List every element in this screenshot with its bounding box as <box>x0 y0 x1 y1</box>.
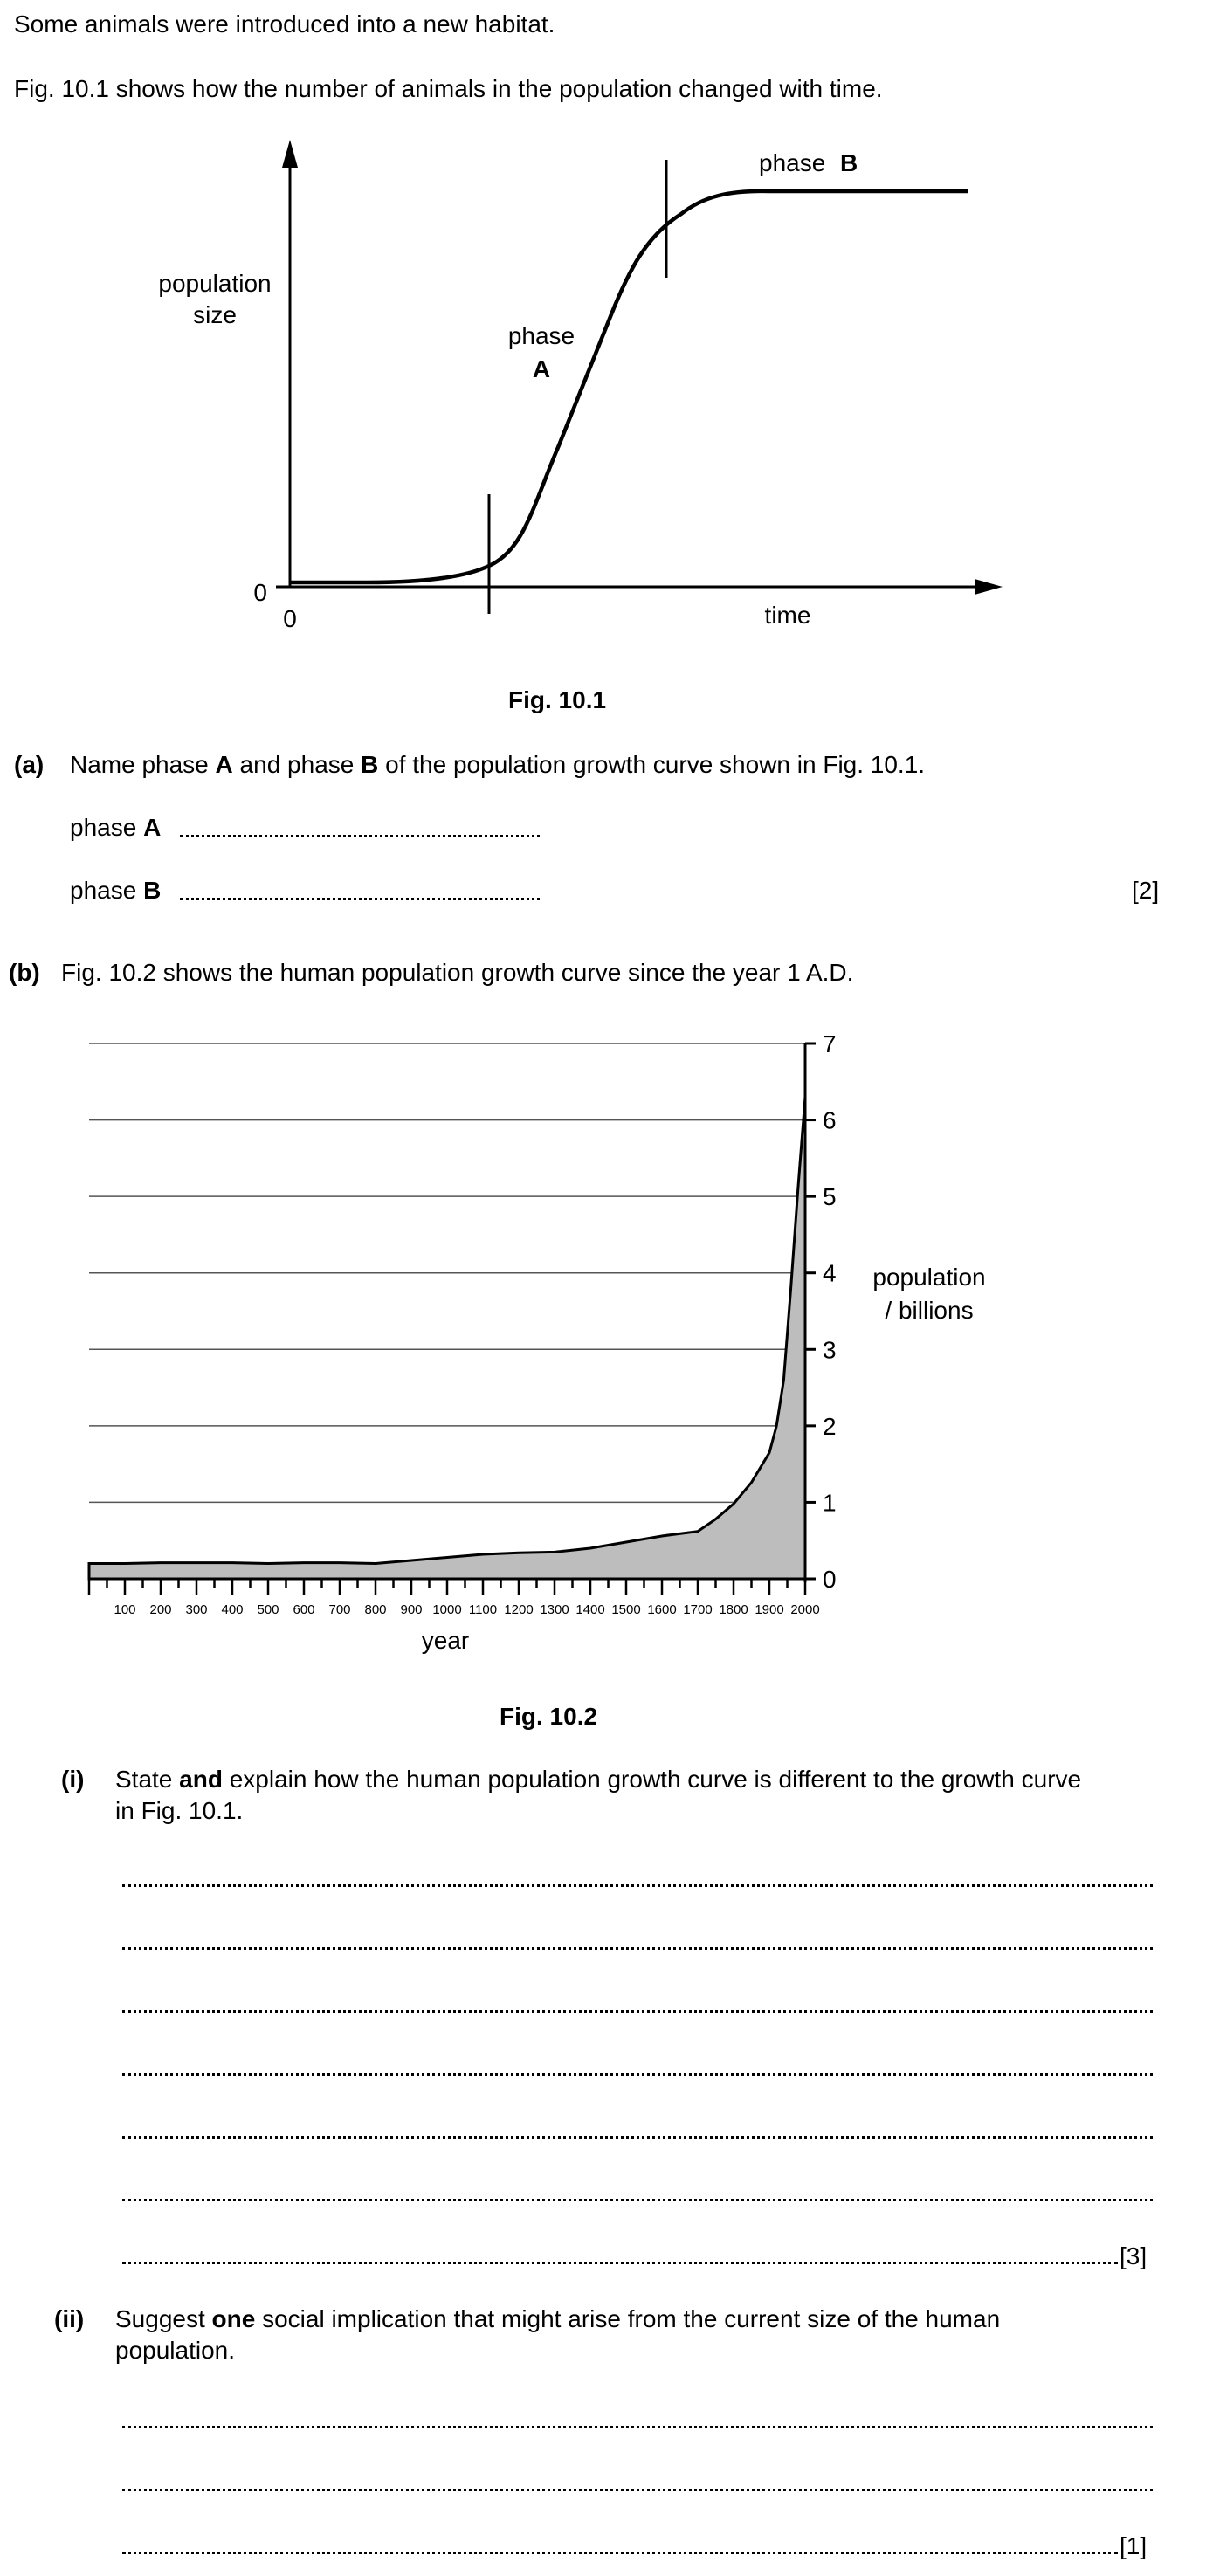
fig2-x-tick-label: 1300 <box>540 1602 569 1617</box>
answer-line[interactable] <box>122 2262 1118 2264</box>
fig2-x-tick-label: 300 <box>185 1602 208 1617</box>
fig2-x-tick-label: 700 <box>328 1602 351 1617</box>
phase-a-answer-label: phase A <box>70 814 162 841</box>
fig1-phaseB-word: phase <box>759 149 826 176</box>
fig1-ylabel-line1: population <box>158 270 272 297</box>
part-b-i-question-line2: in Fig. 10.1. <box>115 1797 244 1824</box>
fig1-x-arrow <box>975 579 1003 595</box>
fig2-x-tick-label: 900 <box>400 1602 423 1617</box>
intro-text: Some animals were introduced into a new habitat. <box>14 10 555 38</box>
fig2-population-area <box>89 1097 805 1579</box>
fig1-x-origin: 0 <box>283 605 297 632</box>
fig2-x-tick-label: 1900 <box>755 1602 784 1617</box>
fig2-x-tick-label: 800 <box>364 1602 387 1617</box>
fig2-gridlines <box>89 1043 805 1502</box>
fig1-phaseA-word: phase <box>507 322 575 349</box>
answer-line[interactable] <box>122 2199 1153 2201</box>
part-a-marker: (a) <box>14 751 45 778</box>
fig2-caption: Fig. 10.2 <box>500 1703 598 1730</box>
fig2-x-tick-label: 1000 <box>432 1602 462 1617</box>
fig1-y-origin: 0 <box>253 579 267 606</box>
fig2-chart <box>0 1013 1206 1677</box>
fig2-y-tick-label: 6 <box>823 1106 837 1134</box>
fig2-x-tick-label: 1800 <box>719 1602 748 1617</box>
answer-line[interactable] <box>122 1884 1153 1887</box>
fig2-x-tick-label: 2000 <box>790 1602 820 1617</box>
fig2-y-ticks <box>805 1030 837 1593</box>
fig1-caption: Fig. 10.1 <box>508 686 607 713</box>
fig1-graph <box>0 0 1206 664</box>
fig2-x-tick-label: 200 <box>149 1602 172 1617</box>
fig2-x-tick-label: 100 <box>114 1602 136 1617</box>
part-b-ii-marks: [1] <box>1120 2532 1147 2559</box>
fig1-ylabel-line2: size <box>193 301 237 328</box>
answer-line[interactable] <box>122 2073 1153 2076</box>
fig1-phaseB-letter: B <box>840 149 858 176</box>
fig2-ylabel-line1: population <box>872 1264 986 1291</box>
fig2-y-tick-label: 5 <box>823 1183 837 1211</box>
fig2-y-tick-label: 4 <box>823 1259 837 1287</box>
answer-line[interactable] <box>122 2426 1153 2428</box>
fig2-ylabel-line2: / billions <box>885 1297 974 1324</box>
fig2-y-tick-label: 7 <box>823 1030 837 1057</box>
fig2-x-tick-label: 600 <box>293 1602 315 1617</box>
answer-line[interactable] <box>122 2136 1153 2139</box>
fig2-y-tick-label: 0 <box>823 1566 837 1593</box>
part-b-ii-marker: (ii) <box>54 2305 85 2332</box>
fig2-x-tick-label: 1400 <box>575 1602 605 1617</box>
part-b-i-marker: (i) <box>61 1766 85 1793</box>
fig2-x-tick-label: 500 <box>257 1602 279 1617</box>
answer-line[interactable] <box>122 1947 1153 1950</box>
fig2-x-tick-label: 1500 <box>611 1602 641 1617</box>
fig2-xlabel: year <box>421 1627 470 1654</box>
part-b-text: Fig. 10.2 shows the human population growth curve since the year 1 A.D. <box>61 959 854 986</box>
answer-line[interactable] <box>122 2489 1153 2491</box>
fig2-x-tick-label: 1600 <box>647 1602 677 1617</box>
part-b-i-question-line1: State and explain how the human population growth curve is different to the growth curve <box>115 1766 1082 1793</box>
part-b-marker: (b) <box>9 959 40 986</box>
part-b-ii-question-line2: population. <box>115 2337 236 2364</box>
fig2-x-tick-label: 400 <box>221 1602 244 1617</box>
phase-b-answer-label: phase B <box>70 877 162 904</box>
part-b-ii-question-line1: Suggest one social implication that might arise from the current size of the human <box>115 2305 1001 2332</box>
fig2-x-tick-label: 1200 <box>504 1602 534 1617</box>
fig1-intro-text: Fig. 10.1 shows how the number of animals in the population changed with time. <box>14 75 883 102</box>
fig1-phaseA-letter: A <box>532 355 551 382</box>
fig2-x-ticks <box>89 1579 820 1617</box>
part-a-marks: [2] <box>1132 877 1160 904</box>
phase-a-answer-line[interactable] <box>180 835 540 837</box>
part-a-question: Name phase A and phase B of the population growth curve shown in Fig. 10.1. <box>70 751 926 778</box>
fig2-x-tick-label: 1100 <box>468 1602 498 1617</box>
fig1-growth-curve <box>290 191 968 582</box>
part-b-i-marks: [3] <box>1120 2242 1147 2269</box>
answer-line[interactable] <box>122 2552 1118 2554</box>
fig2-y-tick-label: 1 <box>823 1489 837 1517</box>
fig2-y-tick-label: 3 <box>823 1336 837 1364</box>
phase-b-answer-line[interactable] <box>180 898 540 900</box>
fig1-xlabel: time <box>764 602 811 629</box>
answer-line[interactable] <box>122 2010 1153 2013</box>
fig1-y-arrow <box>282 140 298 168</box>
fig2-x-tick-label: 1700 <box>683 1602 713 1617</box>
fig2-y-tick-label: 2 <box>823 1412 837 1440</box>
